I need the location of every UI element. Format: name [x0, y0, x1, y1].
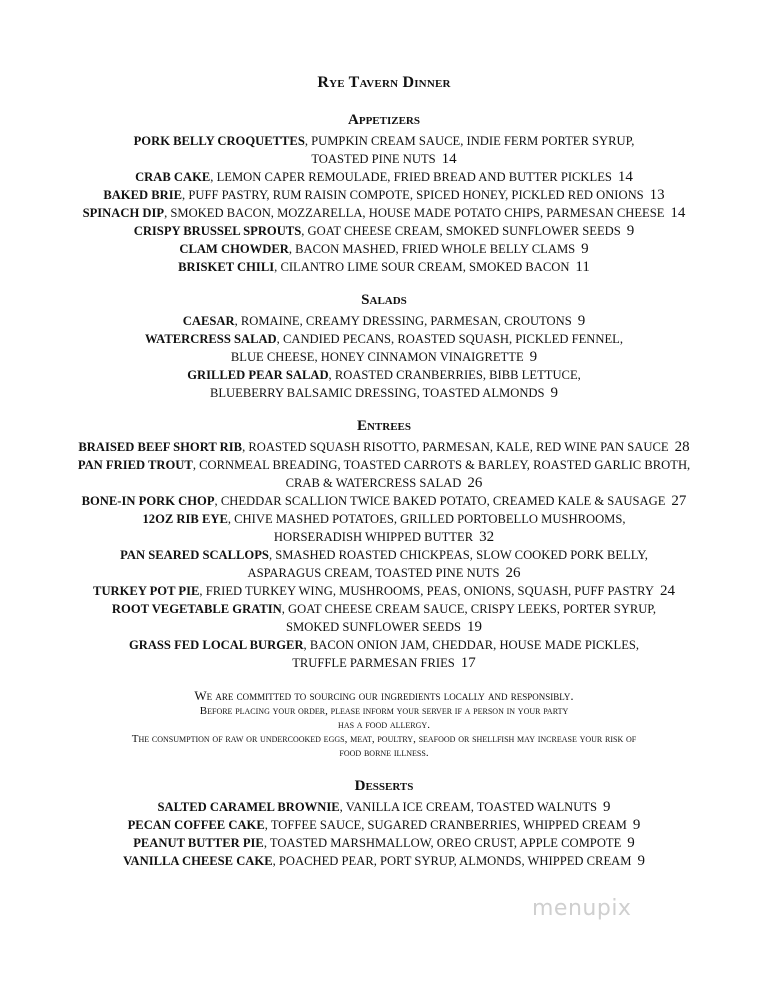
menu-line — [0, 438, 768, 456]
dish-price: 9 — [581, 241, 589, 257]
dish-description: , TOASTED MARSHMALLOW, OREO CRUST, APPLE COMPOTE — [263, 836, 622, 850]
dish-price: 17 — [460, 655, 476, 671]
dish-name: SALTED CARAMEL BROWNIE — [157, 800, 340, 814]
dish-price: 28 — [674, 439, 690, 455]
dish-price: 27 — [671, 493, 687, 509]
menu-line — [0, 240, 768, 258]
dish-description: , LEMON CAPER REMOULADE, FRIED BREAD AND BUTTER PICKLES — [210, 170, 612, 184]
menu-line — [0, 654, 768, 672]
dish-name: CLAM CHOWDER — [179, 242, 289, 256]
dish-description: , GOAT CHEESE CREAM SAUCE, CRISPY LEEKS, PORTER SYRUP, — [281, 602, 657, 616]
dish-description: HORSERADISH WHIPPED BUTTER — [273, 530, 474, 544]
dish-name: VANILLA CHEESE CAKE — [123, 854, 273, 868]
notice-line-3: has a food allergy. — [338, 719, 430, 731]
menu-line — [0, 834, 768, 852]
dish-name: TURKEY POT PIE — [93, 584, 200, 598]
desserts-list — [0, 798, 768, 870]
dish-description: , TOFFEE SAUCE, SUGARED CRANBERRIES, WHIPPED CREAM — [264, 818, 627, 832]
dish-price: 11 — [575, 259, 590, 275]
dish-description: , ROASTED SQUASH RISOTTO, PARMESAN, KALE, RED WINE PAN SAUCE — [242, 440, 669, 454]
dish-name: BAKED BRIE — [103, 188, 183, 202]
dish-price: 9 — [637, 853, 645, 869]
dish-description: TOASTED PINE NUTS — [311, 152, 436, 166]
dish-price: 9 — [529, 349, 538, 365]
dish-description: , POACHED PEAR, PORT SYRUP, ALMONDS, WHIPPED CREAM — [272, 854, 632, 868]
menu-title: Rye Tavern Dinner — [317, 74, 451, 91]
dish-name: GRASS FED LOCAL BURGER — [128, 638, 304, 652]
dish-name: BONE-IN PORK CHOP — [81, 494, 215, 508]
dish-name: WATERCRESS SALAD — [144, 332, 277, 346]
dish-description: , BACON ONION JAM, CHEDDAR, HOUSE MADE PICKLES, — [303, 638, 640, 652]
dish-price: 26 — [467, 475, 483, 491]
dish-price: 24 — [659, 583, 675, 599]
dish-description: , PUMPKIN CREAM SAUCE, INDIE FERM PORTER SYRUP, — [304, 134, 635, 148]
dish-description: CRAB & WATERCRESS SALAD — [285, 476, 462, 490]
notice-line-2: Before placing your order, please inform your server if a person in your party — [199, 705, 569, 717]
menu-line — [0, 492, 768, 510]
dish-description: , GOAT CHEESE CREAM, SMOKED SUNFLOWER SEEDS — [301, 224, 621, 238]
dish-description: TRUFFLE PARMESAN FRIES — [292, 656, 455, 670]
dish-price: 26 — [505, 565, 521, 581]
dish-name: ROOT VEGETABLE GRATIN — [111, 602, 282, 616]
dish-price: 9 — [627, 835, 635, 851]
dish-price: 9 — [626, 223, 635, 239]
notice-line-5: food borne illness. — [339, 747, 429, 759]
dish-price: 32 — [479, 529, 495, 545]
dish-description: BLUEBERRY BALSAMIC DRESSING, TOASTED ALMONDS — [209, 386, 545, 400]
dish-price: 9 — [632, 817, 641, 833]
dish-description: , ROMAINE, CREAMY DRESSING, PARMESAN, CROUTONS — [234, 314, 572, 328]
dish-name: GRILLED PEAR SALAD — [187, 368, 329, 382]
dish-name: BRAISED BEEF SHORT RIB — [78, 440, 243, 454]
notice-line-1: We are committed to sourcing our ingredients locally and responsibly. — [194, 688, 574, 703]
dish-description: , ROASTED CRANBERRIES, BIBB LETTUCE, — [328, 368, 581, 382]
dish-price: 14 — [617, 169, 633, 185]
appetizers-section — [0, 110, 768, 276]
dish-description: , VANILLA ICE CREAM, TOASTED WALNUTS — [339, 800, 598, 814]
dish-description: ASPARAGUS CREAM, TOASTED PINE NUTS — [247, 566, 500, 580]
dish-name: PAN SEARED SCALLOPS — [120, 548, 269, 562]
menu-line — [0, 852, 768, 870]
dish-name: CRISPY BRUSSEL SPROUTS — [133, 224, 302, 238]
entrees-list — [0, 438, 768, 672]
menu-line — [0, 258, 768, 276]
dish-name: CAESAR — [182, 314, 235, 328]
dish-description: , SMASHED ROASTED CHICKPEAS, SLOW COOKED PORK BELLY, — [268, 548, 648, 562]
menu-line — [0, 636, 768, 654]
menu-line — [0, 168, 768, 186]
dish-description: , CORNMEAL BREADING, TOASTED CARROTS & BARLEY, ROASTED GARLIC BROTH, — [192, 458, 691, 472]
dish-name: PAN FRIED TROUT — [77, 458, 193, 472]
dish-name: 12OZ RIB EYE — [142, 512, 228, 526]
menu-line — [0, 384, 768, 402]
menu-line — [0, 618, 768, 636]
menu-line — [0, 564, 768, 582]
menu-line — [0, 204, 768, 222]
menu-line — [0, 798, 768, 816]
allergy-notice — [0, 687, 768, 760]
dish-description: , CILANTRO LIME SOUR CREAM, SMOKED BACON — [274, 260, 570, 274]
desserts-heading: Desserts — [354, 778, 414, 794]
menu-line — [0, 312, 768, 330]
menu-line — [0, 816, 768, 834]
entrees-heading: Entrees — [356, 418, 412, 434]
dish-description: , CHEDDAR SCALLION TWICE BAKED POTATO, CREAMED KALE & SAUSAGE — [214, 494, 666, 508]
dish-description: , CANDIED PECANS, ROASTED SQUASH, PICKLED FENNEL, — [276, 332, 624, 346]
dish-description: SMOKED SUNFLOWER SEEDS — [286, 620, 461, 634]
menu-line — [0, 366, 768, 384]
menu-line — [0, 456, 768, 474]
notice-line-4: The consumption of raw or undercooked eggs, meat, poultry, seafood or shellfish may increase your risk of — [131, 733, 637, 745]
dish-name: CRAB CAKE — [135, 170, 211, 184]
menu-line — [0, 582, 768, 600]
salads-list — [0, 312, 768, 402]
desserts-section — [0, 776, 768, 870]
appetizers-list — [0, 132, 768, 276]
menu-line — [0, 222, 768, 240]
dish-description: , SMOKED BACON, MOZZARELLA, HOUSE MADE POTATO CHIPS, PARMESAN CHEESE — [164, 206, 665, 220]
menu-line — [0, 528, 768, 546]
dish-description: , PUFF PASTRY, RUM RAISIN COMPOTE, SPICED HONEY, PICKLED RED ONIONS — [182, 188, 644, 202]
salads-heading: Salads — [361, 292, 407, 308]
dish-price: 13 — [649, 187, 665, 203]
salads-section — [0, 290, 768, 402]
menu-line — [0, 186, 768, 204]
dish-name: BRISKET CHILI — [178, 260, 275, 274]
dish-name: PEANUT BUTTER PIE — [133, 836, 264, 850]
menu-line — [0, 132, 768, 150]
dish-description: , CHIVE MASHED POTATOES, GRILLED PORTOBELLO MUSHROOMS, — [227, 512, 626, 526]
dish-description: , FRIED TURKEY WING, MUSHROOMS, PEAS, ONIONS, SQUASH, PUFF PASTRY — [199, 584, 654, 598]
dish-price: 9 — [603, 799, 611, 815]
dish-price: 9 — [550, 385, 559, 401]
dish-name: PECAN COFFEE CAKE — [127, 818, 265, 832]
appetizers-heading: Appetizers — [348, 112, 420, 128]
menu-line — [0, 546, 768, 564]
menu-line — [0, 600, 768, 618]
menu-line — [0, 474, 768, 492]
dish-name: PORK BELLY CROQUETTES — [133, 134, 305, 148]
dish-price: 14 — [670, 205, 686, 221]
dish-name: SPINACH DIP — [82, 206, 165, 220]
menu-line — [0, 330, 768, 348]
dish-price: 9 — [577, 313, 586, 329]
menu-line — [0, 348, 768, 366]
menupix-watermark: menupix — [532, 896, 632, 921]
dish-description: BLUE CHEESE, HONEY CINNAMON VINAIGRETTE — [230, 350, 524, 364]
entrees-section — [0, 416, 768, 672]
dish-price: 14 — [441, 151, 457, 167]
menu-line — [0, 510, 768, 528]
dish-price: 19 — [466, 619, 482, 635]
menu-line — [0, 150, 768, 168]
dish-description: , BACON MASHED, FRIED WHOLE BELLY CLAMS — [288, 242, 576, 256]
